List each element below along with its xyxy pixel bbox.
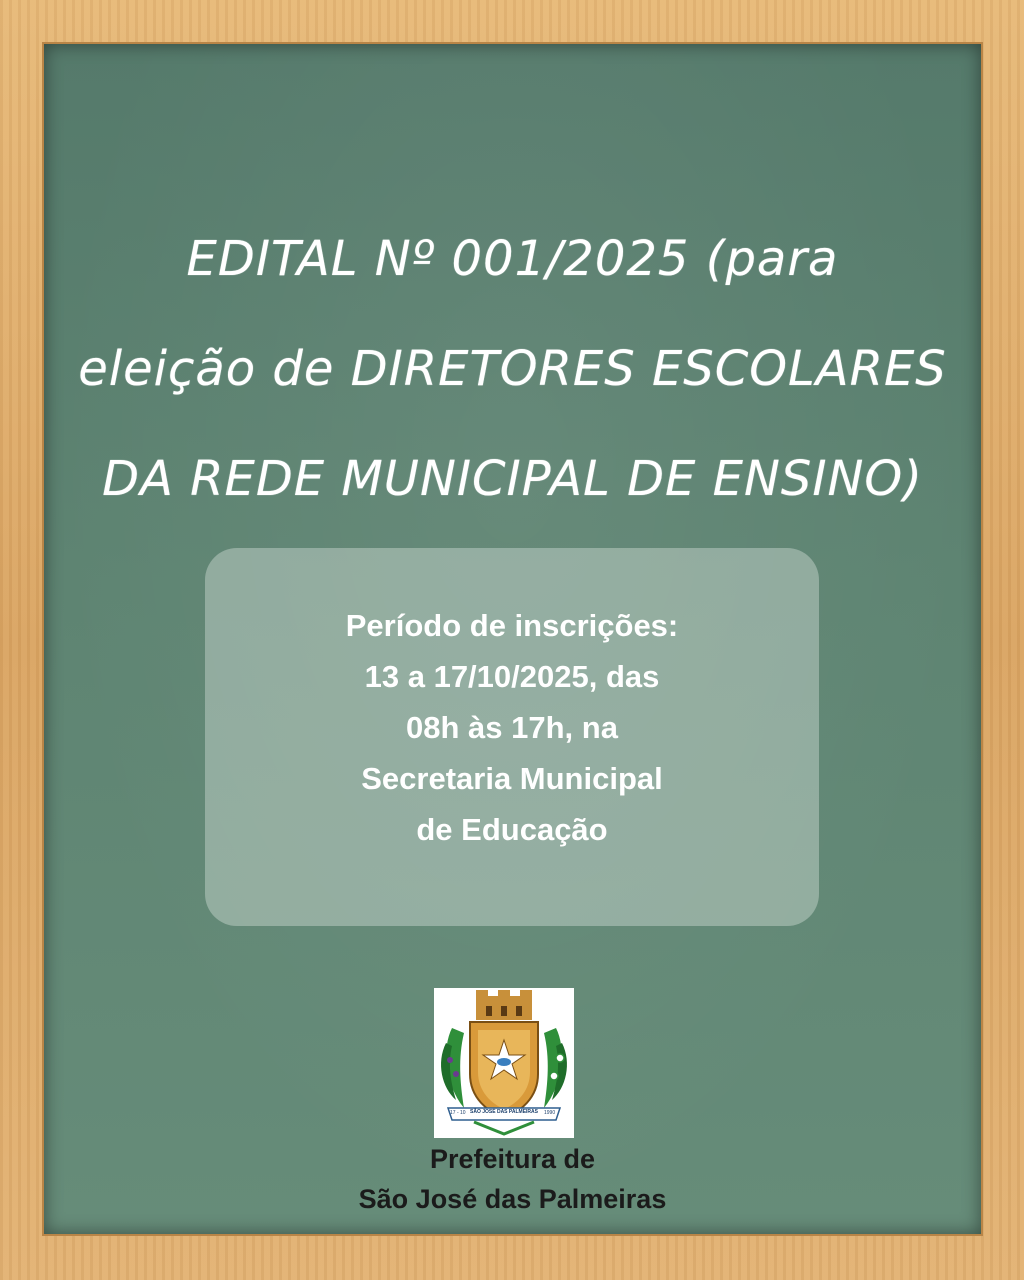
info-line-5: de Educação [416,812,608,847]
title-line-3: DA REDE MUNICIPAL DE ENSINO) [102,451,923,507]
edital-title [64,204,961,534]
crest-date-right: 1990 [544,1110,556,1116]
title-line-1: EDITAL Nº 001/2025 (para [186,231,839,287]
crest-inscription: SÃO JOSÉ DAS PALMEIRAS [470,1109,538,1115]
chalkboard [44,44,981,1234]
title-line-2: eleição de DIRETORES ESCOLARES [78,341,947,397]
registration-info-box [205,548,819,926]
info-line-4: Secretaria Municipal [361,761,663,796]
footer-line-2: São José das Palmeiras [358,1184,667,1214]
registration-info-text [245,600,779,855]
info-line-2: 13 a 17/10/2025, das [364,659,660,694]
coat-of-arms-icon [434,988,574,1138]
footer-line-1: Prefeitura de [429,1144,596,1174]
crest-date-left: 17 - 10 [450,1110,466,1116]
prefeitura-name [44,1139,981,1219]
info-line-3: 08h às 17h, na [406,710,618,745]
info-line-1: Período de inscrições: [345,608,679,643]
